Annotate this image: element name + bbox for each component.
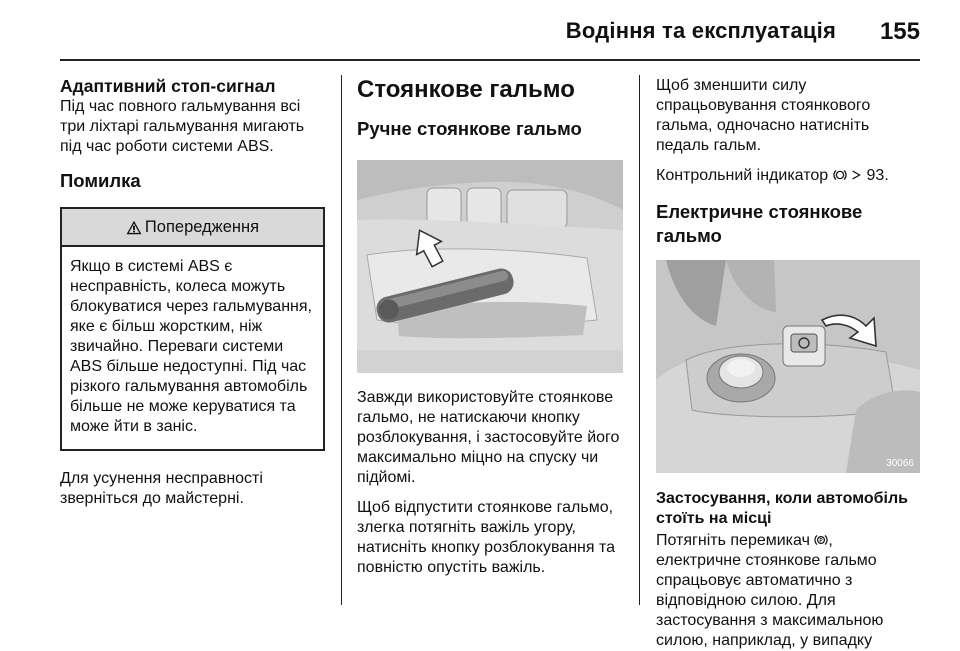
manual-brake-release-text: Щоб відпустити стоянкове гальмо, злегка потягніть важіль угору, натисніть кнопку розблокування та повністю опустіть важіль.	[357, 499, 616, 576]
subsection-title-fault: Помилка	[60, 170, 141, 191]
electric-brake-apply-text	[656, 531, 920, 651]
page-number: 155	[879, 18, 920, 45]
brake-indicator-icon	[833, 168, 847, 182]
manual-parking-brake-illustration	[357, 160, 623, 373]
warning-header	[62, 209, 323, 247]
warning-box	[60, 207, 325, 451]
column-separator	[639, 75, 640, 605]
subsection-title-electric-parking-brake: Електричне стоянкове гальмо	[656, 201, 863, 246]
indicator-text: Контрольний індикатор	[656, 167, 829, 184]
section-title-adaptive-brake-light: Адаптивний стоп-сигнал	[60, 76, 276, 96]
warning-text: Якщо в системі ABS є несправність, колеса можуть блокуватися через гальмування, яке є більш жорстким, ніж звичайно. Переваги системи ABS більше недоступні. Під час різкого гальмування автомобіль більше не може керуватися та може йти в заніс.	[70, 258, 312, 435]
column-3	[656, 76, 920, 651]
svg-text:P: P	[819, 538, 824, 544]
indicator-reference	[656, 166, 920, 186]
column-separator	[341, 75, 342, 605]
section-title-parking-brake: Стоянкове гальмо	[357, 76, 575, 103]
parking-brake-switch-icon	[814, 533, 828, 547]
header-title: Водіння та експлуатація	[565, 18, 836, 43]
reduce-force-text: Щоб зменшити силу спрацьовування стоянкового гальма, одночасно натисніть педаль гальм.	[656, 77, 871, 154]
warning-title: Попередження	[144, 217, 260, 236]
manual-brake-apply-text: Завжди використовуйте стоянкове гальмо, не натискаючи кнопку розблокування, і застосовуйте його максимально міцно на спуску чи підйомі.	[357, 389, 620, 486]
subsection-title-manual-parking-brake: Ручне стоянкове гальмо	[357, 118, 582, 139]
figure-number: 30066	[886, 458, 914, 469]
column-2	[357, 76, 623, 578]
warning-body	[62, 247, 323, 449]
figure-electric-parking-brake	[656, 260, 920, 473]
electric-parking-brake-illustration	[656, 260, 920, 473]
adaptive-brake-light-text: Під час повного гальмування всі три ліхтарі гальмування мигають під час роботи системи ABS.	[60, 98, 305, 155]
figure-manual-parking-brake	[357, 160, 623, 373]
warning-triangle-icon	[126, 220, 142, 235]
header-rule	[60, 59, 920, 61]
fault-service-text: Для усунення несправності зверніться до майстерні.	[60, 470, 263, 507]
arrow-reference-icon	[851, 168, 862, 182]
switch-instruction-start: Потягніть перемикач	[656, 532, 810, 549]
sub-heading-stationary: Застосування, коли автомобіль стоїть на місці	[656, 490, 908, 527]
column-1	[60, 76, 325, 509]
indicator-page-ref: 93.	[866, 167, 889, 184]
switch-instruction-rest: , електричне стоянкове гальмо спрацьовує автоматично з відповідною силою. Для застосування з максимальною силою, наприклад, у випадку	[656, 532, 884, 649]
